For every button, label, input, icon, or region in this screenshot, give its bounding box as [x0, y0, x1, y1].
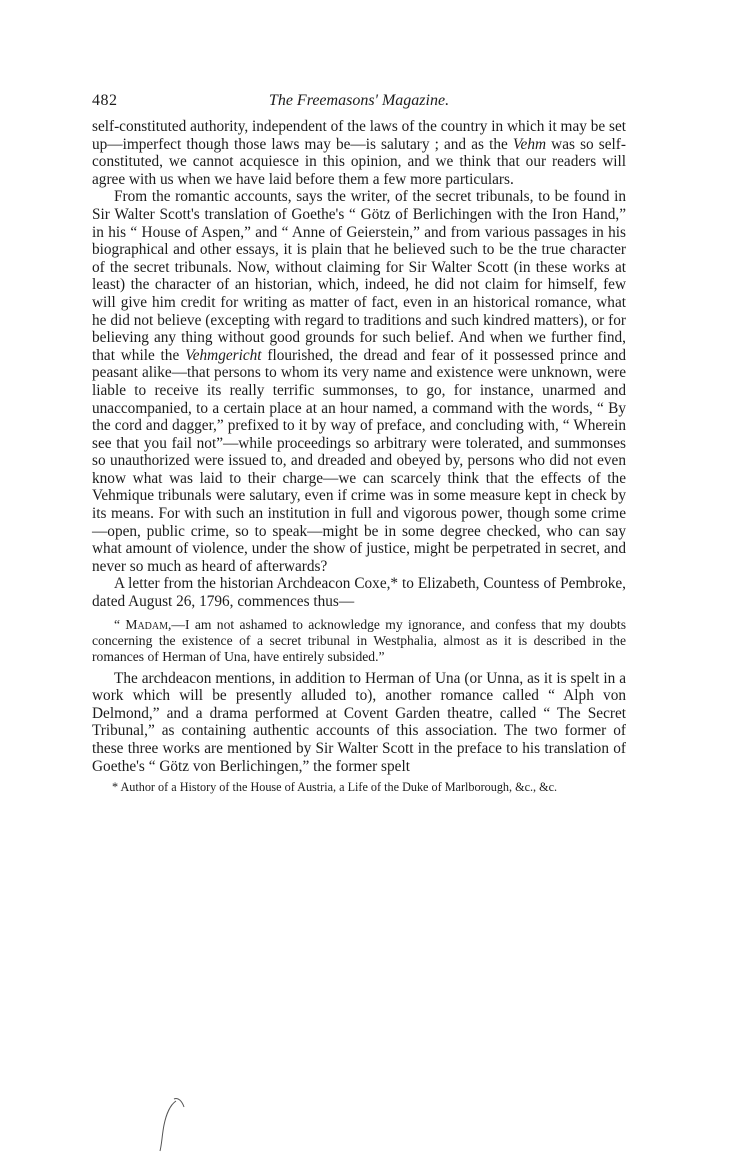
letter-quote [92, 617, 626, 665]
letter-text: —I am not ashamed to acknowledge my ignorance, and confess that my doubts concerning the existence of a secret tribunal in Westphalia, almost as it is described in the romances of Herman of Una, have entirely subsided.” [92, 616, 626, 664]
article-body [92, 118, 626, 795]
paragraph-text: From the romantic accounts, says the writer, of the secret tribunals, to be found in Sir Walter Scott's translation of Goethe's “ Götz of Berlichingen with the Iron Hand,” in his “ House of Aspen,” and “ Anne of Geierstein,” and from various passages in his biographical and other essays, it is plain that he believed such to be the true character of the secret tribunals. Now, without claiming for Sir Walter Scott (in these works at least) the character of an historian, which, indeed, he did not claim for himself, few will give him credit for writing as matter of fact, even in an historical romance, what he did not believe (excepting with regard to traditions and such kindred matters), or for believing any thing without good grounds for such belief. And when we further find, that while the [92, 188, 626, 364]
paragraph-romantic-accounts [92, 188, 626, 575]
pen-stroke-mark [148, 1095, 188, 1155]
italic-term: Vehmgericht [185, 346, 262, 364]
paragraph-continued [92, 118, 626, 188]
paragraph-text: flourished, the dread and fear of it possessed prince and peasant alike—that persons to whom its very name and existence were unknown, were liable to receive its really terrific summonses, to go, for instance, unarmed and unaccompanied, to a certain place at an hour named, a command with the words, “ By the cord and dagger,” prefixed to it by way of preface, and concluding with, “ Wherein see that you fail not”—while proceedings so arbitrary were tolerated, and summonses so unauthorized were issued to, and dreaded and obeyed by, persons who did not even know what was laid to their charge—we can scarcely think that the effects of the Vehmique tribunals were salutary, even if crime was in some measure kept in check by its means. For with such an institution in full and vigorous power, though some crime—open, public crime, so to speak—might be in some degree checked, who can say what amount of violence, under the show of justice, might be perpetrated in secret, and never so much as heard of afterwards? [92, 346, 626, 575]
paragraph-archdeacon: The archdeacon mentions, in addition to Herman of Una (or Unna, as it is spelt in a work which will be presently alluded to), another romance called “ Alph von Delmond,” and a drama performed at Covent Garden theatre, called “ The Secret Tribunal,” as containing authentic accounts of this association. The two former of these three works are mentioned by Sir Walter Scott in the preface to his translation of Goethe's “ Götz von Berlichingen,” the former spelt [92, 669, 626, 775]
page-number: 482 [92, 92, 118, 109]
footnote: * Author of a History of the House of Austria, a Life of the Duke of Marlborough, &c., &c. [112, 780, 558, 795]
paragraph-letter-intro: A letter from the historian Archdeacon Coxe,* to Elizabeth, Countess of Pembroke, dated August 26, 1796, commences thus— [92, 575, 626, 611]
running-title: The Freemasons' Magazine. [268, 92, 450, 109]
paragraph-text: self-constituted authority, independent of the laws of the country in which it may be set up—imperfect though those laws may be—is salutary ; and as the [92, 118, 626, 153]
italic-term: Vehm [512, 135, 547, 153]
letter-salutation: “ Madam, [114, 616, 172, 632]
paragraph-text: was so self-constituted, we cannot acquiesce in this opinion, and we think that our readers will agree with us when we have laid before them a few more particulars. [92, 135, 626, 188]
page [92, 92, 626, 795]
page-header [92, 92, 626, 118]
